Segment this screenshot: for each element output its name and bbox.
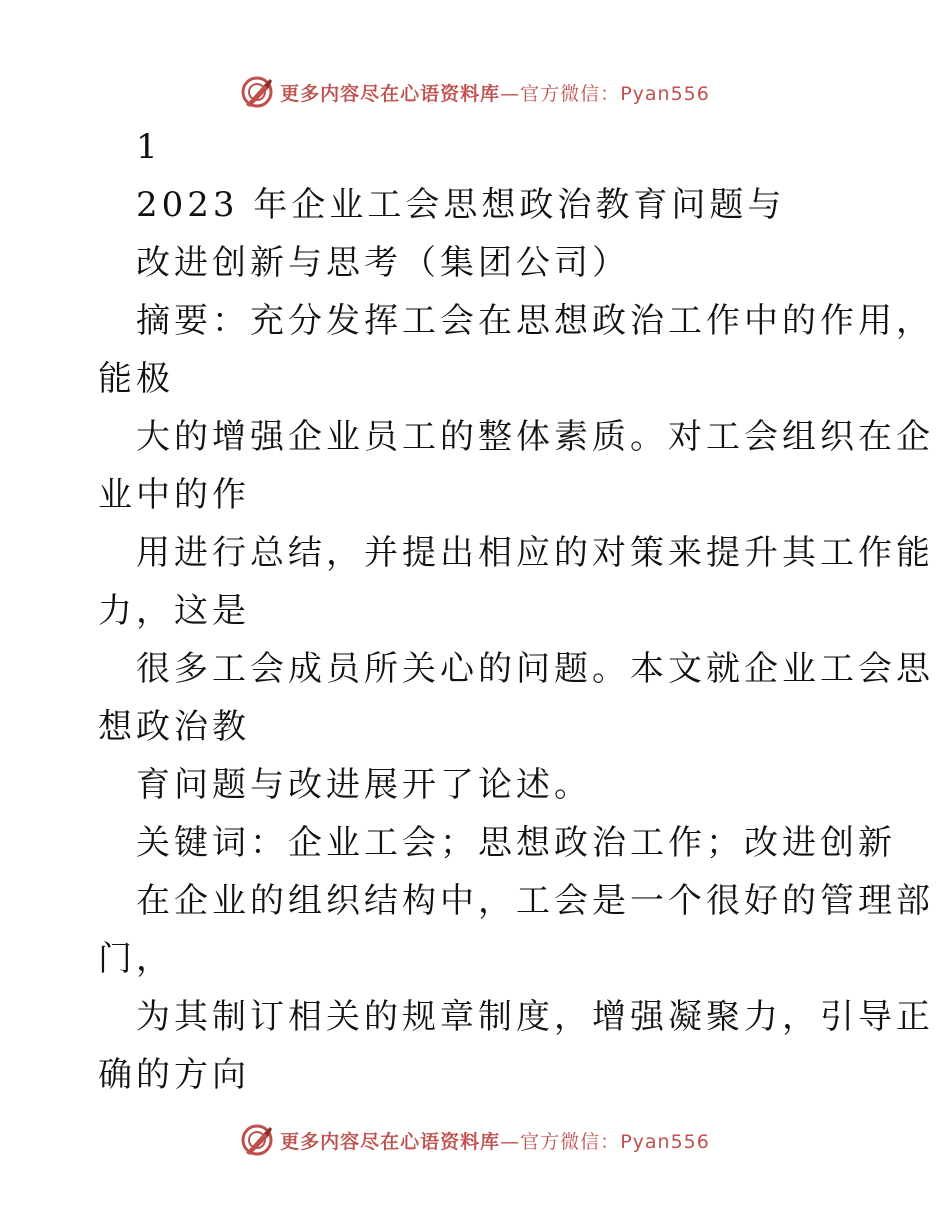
- watermark-separator: —: [500, 82, 521, 105]
- text-line: 为其制订相关的规章制度，增强凝聚力，引导正: [136, 997, 934, 1037]
- text-line: 能极: [98, 359, 174, 399]
- watermark-separator: —: [500, 1130, 521, 1153]
- keywords-line: 关键词：企业工会；思想政治工作；改进创新: [136, 823, 896, 863]
- watermark-wechat-id: Pyan556: [620, 1130, 710, 1153]
- text-line: 想政治教: [98, 707, 250, 747]
- watermark-text: [280, 79, 710, 106]
- text-line: 育问题与改进展开了论述。: [136, 765, 592, 805]
- watermark-wechat-label: 官方微信：: [520, 82, 621, 105]
- text-line: 确的方向: [98, 1055, 250, 1095]
- pen-logo-icon: [240, 1123, 274, 1157]
- text-line: 大的增强企业员工的整体素质。对工会组织在企: [136, 417, 934, 457]
- text-line: 摘要：充分发挥工会在思想政治工作中的作用，: [136, 301, 934, 341]
- text-line: 门，: [98, 939, 174, 979]
- watermark-footer: [0, 1120, 950, 1160]
- watermark-wechat-label: 官方微信：: [520, 1130, 621, 1153]
- page-number: 1: [136, 127, 162, 167]
- text-line: 力，这是: [98, 591, 250, 631]
- watermark-site: 更多内容尽在心语资料库: [280, 1130, 501, 1153]
- title-line-2: 改进创新与思考（集团公司）: [136, 243, 630, 283]
- text-line: 用进行总结，并提出相应的对策来提升其工作能: [136, 533, 934, 573]
- text-line: 业中的作: [98, 475, 250, 515]
- watermark-site: 更多内容尽在心语资料库: [280, 82, 501, 105]
- watermark-wechat-id: Pyan556: [620, 82, 710, 105]
- watermark-text: [280, 1127, 710, 1154]
- text-line: 很多工会成员所关心的问题。本文就企业工会思: [136, 649, 934, 689]
- pen-logo-icon: [240, 75, 274, 109]
- title-line-1: 2023 年企业工会思想政治教育问题与: [136, 185, 786, 225]
- text-line: 在企业的组织结构中，工会是一个很好的管理部: [136, 881, 934, 921]
- document-body: [98, 118, 934, 1104]
- watermark-header: [0, 72, 950, 112]
